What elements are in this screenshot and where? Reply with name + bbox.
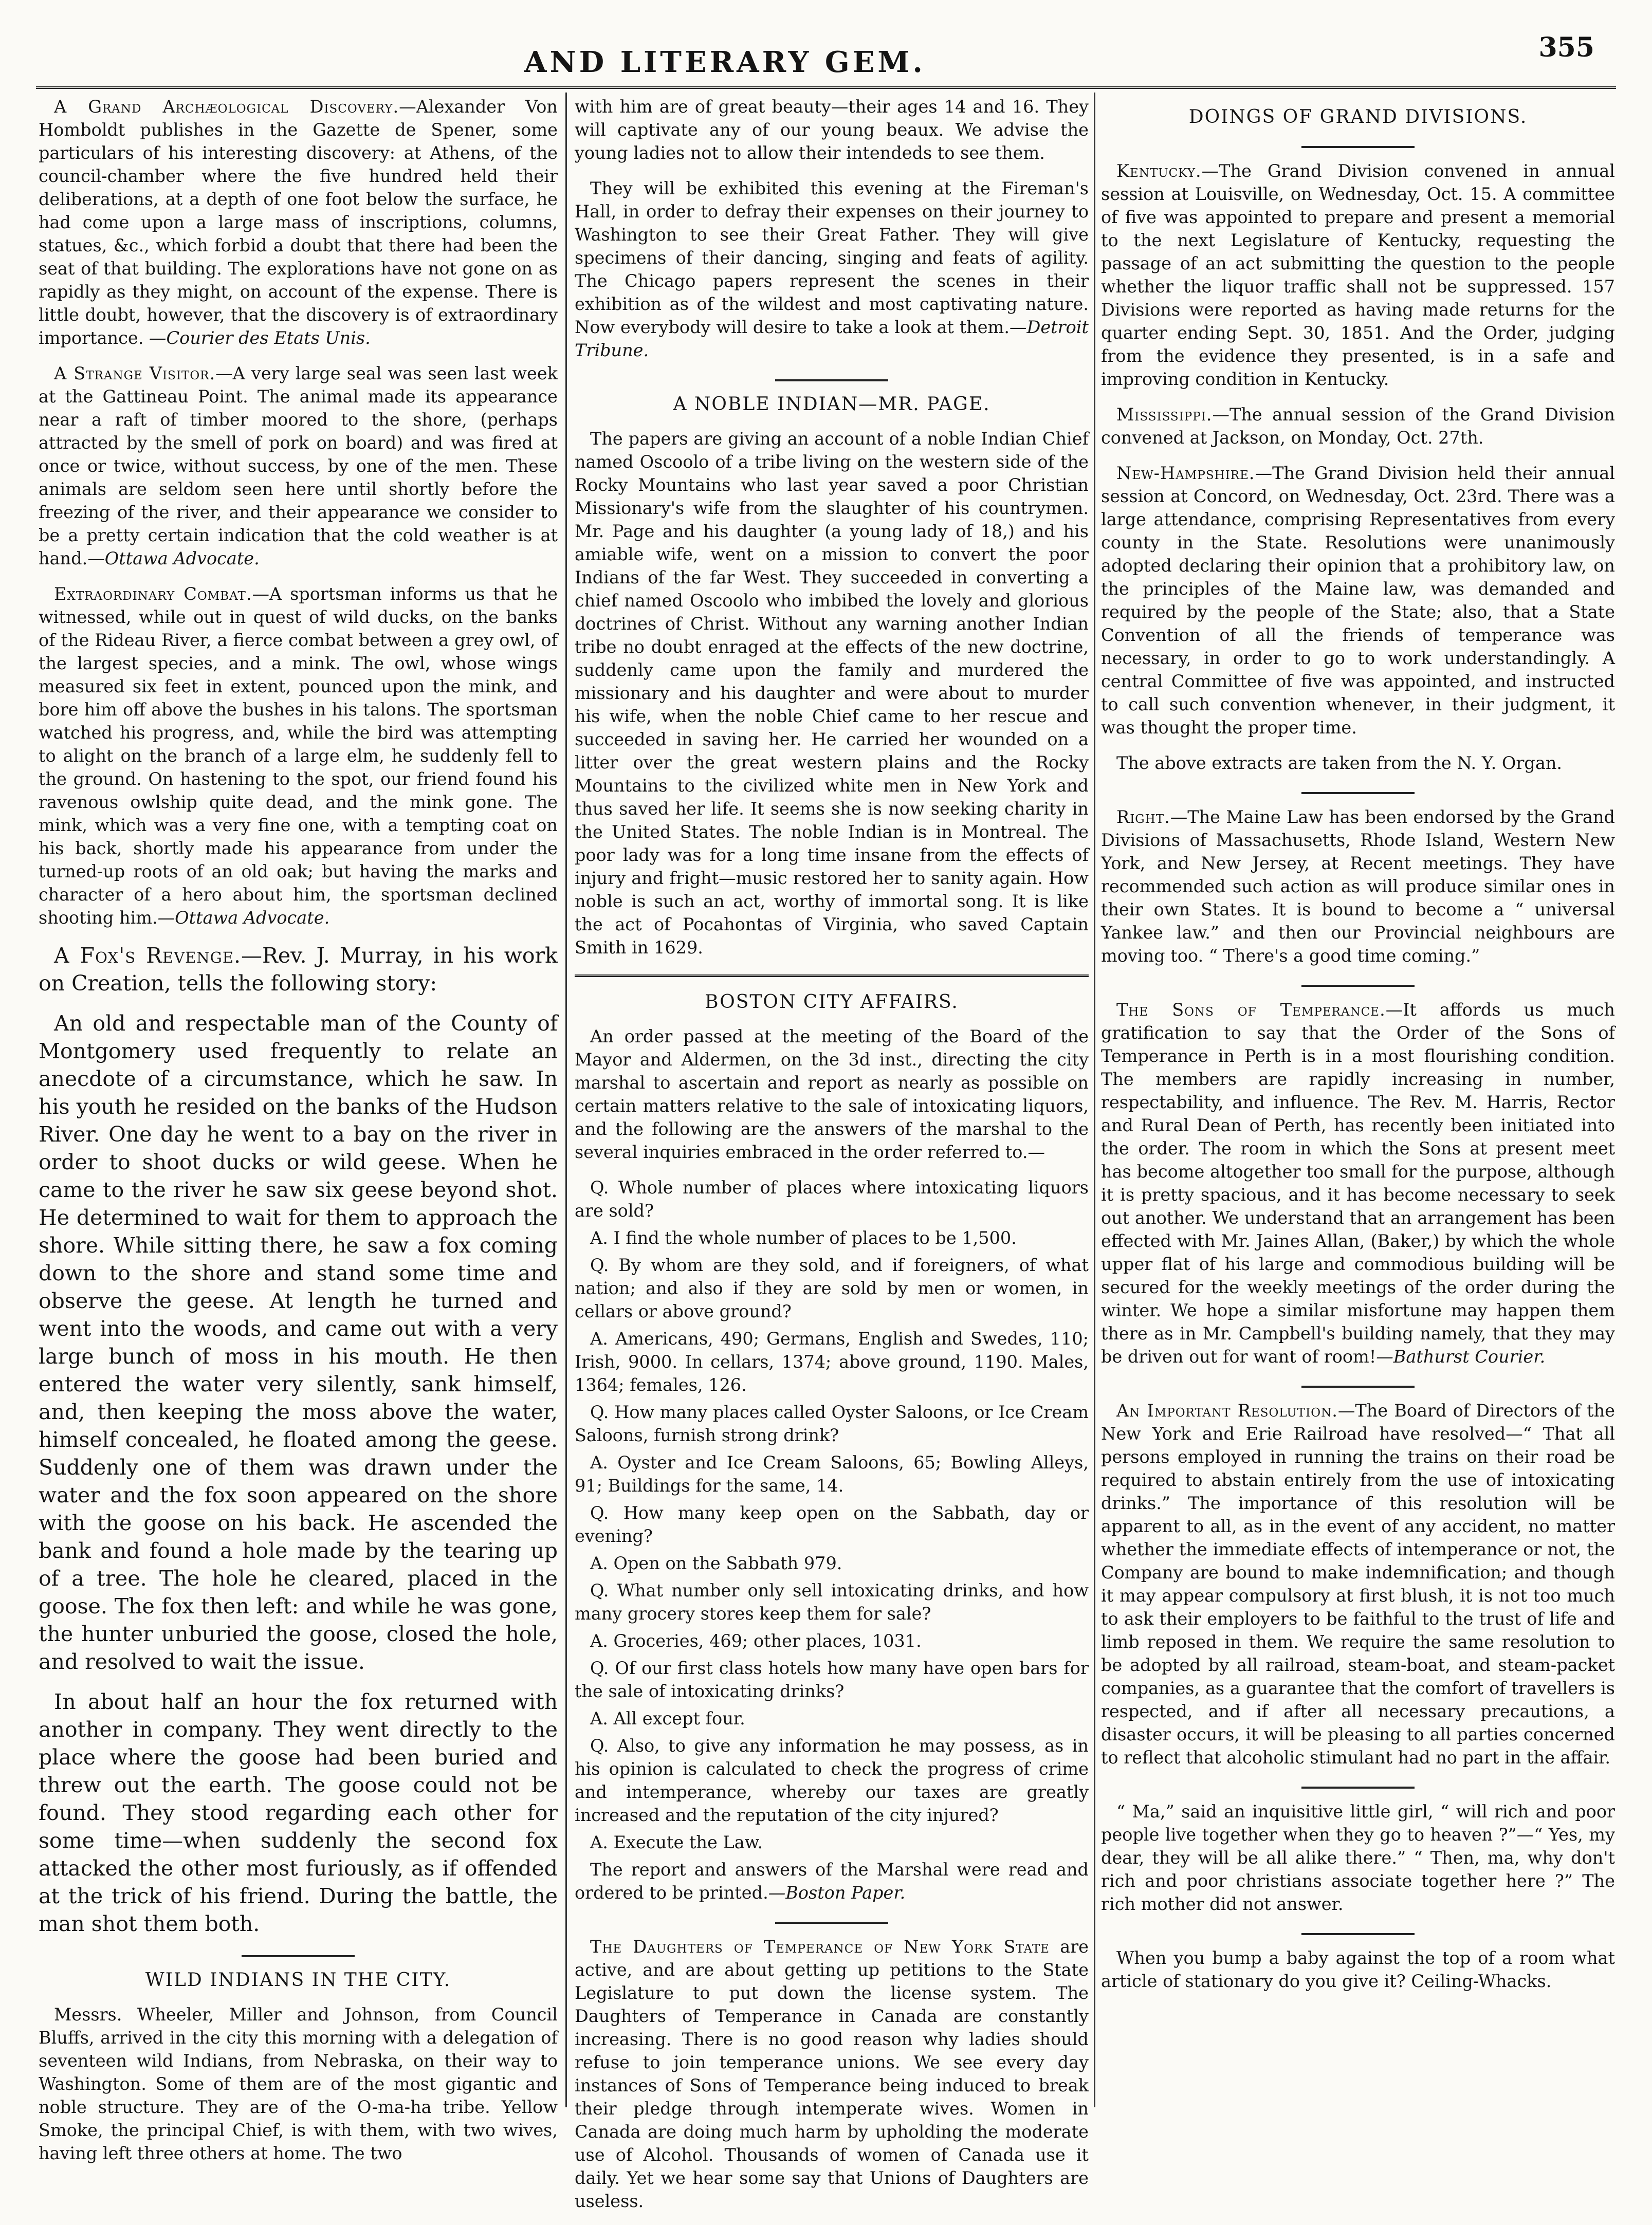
article-body: They will be exhibited this evening at the Fireman's Hall, in order to defray their expenses on their journey to Washington to see their Great Father. They will give specimens of their dancing, singing and feats of agility. The Chicago papers represent the scenes in their exhibition as of the wildest and most captivating nature. Now everybody will desire to take a look at them. bbox=[575, 178, 1089, 337]
article-body: Messrs. Wheeler, Miller and Johnson, from Council Bluffs, arrived in the city this morning with a delegation of seventeen wild Indians, from Nebraska, on their way to Washington. Some of them are of the most gigantic and noble structure. They are of the O-ma-ha tribe. Yellow Smoke, the principal Chief, is with them, with two wives, having left three others at home. The two bbox=[39, 2005, 558, 2163]
column-divider-2 bbox=[1094, 93, 1095, 2107]
article-source: —Courier des Etats Unis. bbox=[149, 328, 371, 348]
article-head: The Daughters of Temperance of New York State bbox=[590, 1937, 1050, 1957]
qa-item: A. Execute the Law. bbox=[590, 1832, 763, 1852]
article-source: —Detroit Tribune. bbox=[575, 317, 1089, 360]
article-body: are active, and are about getting up petitions to the State Legislature to put down the license system. The Daughters of Temperance in Canada are constantly increasing. There is no good reason why ladies should refuse to join temperance unions. We see every day instances of Sons of Temperance being induced to break their pledge through intemperate wives. Women in Canada are doing much harm by upholding the moderate use of Alcohol. Thousands of women of Canada use it daily. Yet we hear some say that Unions of Daughters are useless. bbox=[575, 1937, 1089, 2211]
qa-item: A. Groceries, 469; other places, 1031. bbox=[590, 1631, 922, 1651]
question-answer-list bbox=[575, 1176, 1089, 1854]
article-body: —Alexander Von Homboldt publishes in the Gazette de Spener, some particulars of his interesting discovery: at Athens, of the council-chamber where the five hundred held their deliberations, at a depth of one foot below the surface, he had come upon a large mass of inscriptions, columns, statues, &c., which forbid a doubt that there had been the seat of that building. The explorations have not gone on as rapidly as they might, on account of the expense. There is little doubt, however, that the discovery is of extraordinary importance. bbox=[39, 97, 558, 348]
column-left bbox=[39, 95, 558, 2177]
article-head: A Strange Visitor. bbox=[54, 363, 216, 383]
article-body: —A sportsman informs us that he witnessed, while out in quest of wild ducks, on the banks of the Rideau River, a fierce combat between a grey owl, of the largest species, and a mink. The owl, whose wings measured six feet in extent, pounced upon the mink, and bore him off above the bushes in his talons. The sportsman watched his progress, and, while the bird was attempting to alight on the branch of a large elm, he suddenly fell to the ground. On hastening to the spot, our friend found his ravenous owlship quite dead, and the mink gone. The mink, which was a very fine one, with a tempting coat on his back, shortly made his appearance from under the turned-up roots of an old oak; but having the marks and character of a hero about him, the sportsman declined shooting him. bbox=[39, 584, 558, 928]
section-rule bbox=[775, 379, 888, 381]
qa-item: Q. Also, to give any information he may possess, as in his opinion is calculated to check the progress of crime and intemperance, whereby our taxes are greatly increased and the reputation of the city injured? bbox=[575, 1736, 1089, 1825]
article-important-resolution bbox=[1101, 1399, 1615, 1769]
article-head: A Fox's Revenge. bbox=[54, 943, 242, 968]
section-rule bbox=[242, 1955, 355, 1957]
qa-item: A. Oyster and Ice Cream Saloons, 65; Bowling Alleys, 91; Buildings for the same, 14. bbox=[575, 1452, 1089, 1496]
article-source: —Ottawa Advocate. bbox=[157, 908, 330, 928]
section-rule bbox=[1301, 146, 1415, 148]
article-body: —The Grand Division convened in annual session at Louisville, on Wednesday, Oct. 15. A committee of five was appointed to prepare and present a memorial to the next Legislature of Kentucky, requesting the passage of an act submitting the question to the people whether the liquor traffic shall not be suppressed. 157 Divisions were reported as having made returns for the quarter ending Sept. 30, 1851. And the Order, judging from the evidence they presented, is in a safe and improving condition in Kentucky. bbox=[1101, 161, 1615, 389]
article-source: —Boston Paper. bbox=[768, 1883, 906, 1903]
qa-item: A. I find the whole number of places to be 1,500. bbox=[590, 1228, 1017, 1248]
article-title: A NOBLE INDIAN—MR. PAGE. bbox=[673, 394, 990, 415]
article-wild-indians-exhibit bbox=[575, 177, 1089, 362]
article-source: —Ottawa Advocate. bbox=[87, 548, 260, 568]
article-body: —The Maine Law has been endorsed by the Grand Divisions of Massachusetts, Rhode Island, Western New York, and New Jersey, at Recent meetings. They have recommended such action as will produce similar ones in their own States. It is bound to become a “ universal Yankee law.” and then our Provincial neighbours are moving too. “ There's a good time coming.” bbox=[1101, 807, 1615, 966]
article-sons-temperance bbox=[1101, 998, 1615, 1368]
column-middle bbox=[575, 95, 1089, 2225]
qa-item: Q. Of our first class hotels how many have open bars for the sale of intoxicating drinks? bbox=[575, 1658, 1089, 1701]
qa-item: A. All except four. bbox=[590, 1708, 745, 1728]
article-head: A Grand Archæological Discovery. bbox=[54, 97, 399, 117]
qa-item: Q. What number only sell intoxicating drinks, and how many grocery stores keep them for sale? bbox=[575, 1580, 1089, 1624]
article-title: WILD INDIANS IN THE CITY. bbox=[145, 1970, 451, 1991]
section-title: DOINGS OF GRAND DIVISIONS. bbox=[1188, 106, 1528, 127]
anecdote-rich-and-poor: “ Ma,” said an inquisitive little girl, “ will rich and poor people live together when they go to heaven ?”—“ Yes, my dear, they will be all alike there.” “ Then, ma, why don't rich and poor christians associate together here ?” The rich mother did not answer. bbox=[1101, 1801, 1615, 1914]
qa-item: Q. Whole number of places where intoxicating liquors are sold? bbox=[575, 1178, 1089, 1221]
article-daughters-temperance bbox=[575, 1935, 1089, 2213]
article-body: —A very large seal was seen last week at the Gattineau Point. The animal made its appearance near a raft of timber moored to the shore, (perhaps attracted by the smell of pork on board) and was fired at once or twice, without success, by one of the men. These animals are seldom seen here until shortly before the freezing of the river, and their appearance we consider to be a pretty certain indication that the cold weather is at hand. bbox=[39, 363, 558, 568]
page-number: 355 bbox=[1538, 32, 1594, 63]
division-new-hampshire bbox=[1101, 462, 1615, 739]
qa-item: Q. By whom are they sold, and if foreigners, of what nation; and also if they are sold by men or women, in cellars or above ground? bbox=[575, 1255, 1089, 1321]
qa-item: A. Open on the Sabbath 979. bbox=[590, 1553, 842, 1573]
section-double-rule bbox=[575, 974, 1089, 977]
qa-item: Q. How many keep open on the Sabbath, day or evening? bbox=[575, 1503, 1089, 1546]
article-source: —Bathurst Courier. bbox=[1376, 1347, 1546, 1367]
organ-note: The above extracts are taken from the N. Y. Organ. bbox=[1116, 753, 1563, 773]
article-intro bbox=[39, 942, 558, 997]
article-intro: An order passed at the meeting of the Board of the Mayor and Aldermen, on the 3d inst., directing the city marshal to ascertain and report as nearly as possible on certain matters relative to the sale of intoxicating liquors, and the following are the answers of the marshal to the several inquiries embraced in the order referred to.— bbox=[575, 1026, 1089, 1162]
article-body: —The annual session of the Grand Division convened at Jackson, on Monday, Oct. 27th. bbox=[1101, 404, 1615, 448]
masthead-title: AND LITERARY GEM. bbox=[524, 45, 926, 79]
article-body: —The Board of Directors of the New York and Erie Railroad have resolved—“ That all persons employed in running the trains on their road be required to abstain entirely from the use of intoxicating drinks.” The importance of this resolution will be apparent to all, as in the event of any accident, no matter whether the immediate effects of intemperance or not, the Company are bound to make indemnification; and though it may appear compulsory at first blush, it is not too much to ask their employers to be faithful to the trust of life and limb reposed in them. We require the same resolution to be adopted by all railroad, steam-boat, and steam-packet companies, as a guarantee that the comfort of travellers is respected, and if after all necessary precautions, a disaster occurs, it will be pleasing to all parties concerned to reflect that alcoholic stimulant had no part in the affair. bbox=[1101, 1401, 1615, 1768]
article-head: Mississippi. bbox=[1116, 404, 1213, 425]
article-close bbox=[575, 1858, 1089, 1904]
column-divider-1 bbox=[565, 93, 567, 2107]
article-head: New-Hampshire. bbox=[1116, 463, 1255, 483]
section-rule bbox=[1301, 792, 1415, 794]
section-rule bbox=[1301, 985, 1415, 987]
article-head: The Sons of Temperance. bbox=[1116, 1000, 1386, 1020]
article-head: Right. bbox=[1116, 807, 1170, 827]
column-right bbox=[1101, 95, 1615, 2005]
article-noble-indian: The papers are giving an account of a noble Indian Chief named Oscoolo of a tribe living on the western side of the Rocky Mountains who last year saved a poor Christian Missionary's wife from the slaughter of his countrymen. Mr. Page and his daughter (a young lady of 18,) and his amiable wife, went on a mission to convert the poor Indians of the far West. They succeeded in converting a chief named Oscoolo who imbibed the lovely and glorious doctrines of Christ. Without any warning another Indian tribe no doubt enraged at the effects of the new doctrine, suddenly came upon the family and murdered the missionary and his daughter and were about to murder his wife, when the noble Chief came to her rescue and succeeded in saving her. He carried her wounded on a litter over the great western plains and the Rocky Mountains to the civilized white men in New York and thus saved her life. It seems she is now seeking charity in the United States. The noble Indian is in Montreal. The poor lady was for a long time insane from the effects of injury and fright—music restored her to sanity again. How noble is such an act, worthy of immortal song. It is like the act of Pocahontas of Virginia, who saved Captain Smith in 1629. bbox=[575, 429, 1089, 958]
article-title: BOSTON CITY AFFAIRS. bbox=[705, 991, 959, 1013]
article-body: —The Grand Division held their annual session at Concord, on Wednesday, Oct. 23rd. There was a large attendance, comprising Representatives from every county in the State. Resolutions were unanimously adopted declaring their opinion that a prohibitory law, on the principles of the Maine law, was demanded and required by the people of the State; also, that a State Convention of all the friends of temperance was necessary, in order to go to work understandingly. A central Committee of five was appointed, and instructed to call such convention whenever, in their judgment, it was thought the proper time. bbox=[1101, 463, 1615, 738]
article-head: Extraordinary Combat. bbox=[54, 584, 252, 604]
article-head: Kentucky. bbox=[1116, 161, 1202, 181]
qa-item: A. Americans, 490; Germans, English and Swedes, 110; Irish, 9000. In cellars, 1374; above ground, 1190. Males, 1364; females, 126. bbox=[575, 1329, 1089, 1395]
masthead-rule bbox=[36, 86, 1616, 89]
section-rule bbox=[1301, 1787, 1415, 1789]
section-rule bbox=[1301, 1386, 1415, 1388]
article-strange-visitor bbox=[39, 362, 558, 570]
article-archaeological-discovery bbox=[39, 95, 558, 350]
article-body: —Rev. J. Murray, in his work on Creation, tells the following story: bbox=[39, 943, 558, 996]
article-body: The report and answers of the Marshal were read and ordered to be printed. bbox=[575, 1860, 1089, 1903]
article-body: —It affords us much gratification to say that the Order of the Sons of Temperance in Perth is in a most flourishing condition. The members are rapidly increasing in number, respectability, and influence. The Rev. M. Harris, Rector and Rural Dean of Perth, has recently been initiated into the order. The room in which the Sons at present meet has become altogether too small for the purpose, although it is pretty spacious, and it has become necessary to seek out another. We understand that an arrangement has been effected with Mr. Jaines Allan, (Baker,) by which the whole upper flat of his large and commodious building will be secured for the weekly meetings of the order during the winter. We hope a similar misfortune may happen them there as in Mr. Campbell's building namely, that they may be driven out for want of room! bbox=[1101, 1000, 1615, 1367]
article-fox-revenge bbox=[39, 942, 558, 1938]
section-rule bbox=[1301, 1933, 1415, 1935]
division-mississippi bbox=[1101, 403, 1615, 449]
section-rule bbox=[775, 1922, 888, 1924]
article-head: An Important Resolution. bbox=[1116, 1401, 1338, 1421]
article-right bbox=[1101, 805, 1615, 967]
article-extraordinary-combat bbox=[39, 582, 558, 929]
article-paragraph: An old and respectable man of the County of Montgomery used frequently to relate an anecdote of a circumstance, which he saw. In his youth he resided on the banks of the Hudson River. One day he went to a bay on the river in order to shoot ducks or wild geese. When he came to the river he saw six geese beyond shot. He determined to wait for them to approach the shore. While sitting there, he saw a fox coming down to the shore and stand some time and observe the geese. At length he turned and went into the woods, and came out with a very large bunch of moss in his mouth. He then entered the water very silently, sank himself, and, then keeping the moss above the water, himself concealed, he floated among the geese. Suddenly one of them was drawn under the water and the fox soon appeared on the shore with the goose on his back. He ascended the bank and found a hole made by the tearing up of a tree. The hole he cleared, placed in the goose. The fox then left: and while he was gone, the hunter unburied the goose, closed the hole, and resolved to wait the issue. bbox=[39, 1011, 558, 1674]
article-continuation: with him are of great beauty—their ages 14 and 16. They will captivate any of our young beaux. We advise the young ladies not to allow their intendeds to see them. bbox=[575, 97, 1089, 163]
article-paragraph: In about half an hour the fox returned with another in company. They went directly to the place where the goose had been buried and threw out the earth. The goose could not be found. They stood regarding each other for some time—when suddenly the second fox attacked the other most furiously, as if offended at the trick of his friend. During the battle, the man shot them both. bbox=[39, 1689, 558, 1936]
qa-item: Q. How many places called Oyster Saloons, or Ice Cream Saloons, furnish strong drink? bbox=[575, 1402, 1089, 1445]
division-kentucky bbox=[1101, 159, 1615, 391]
joke-ceiling-whacks: When you bump a baby against the top of a room what article of stationary do you give it? Ceiling-Whacks. bbox=[1101, 1948, 1615, 1991]
